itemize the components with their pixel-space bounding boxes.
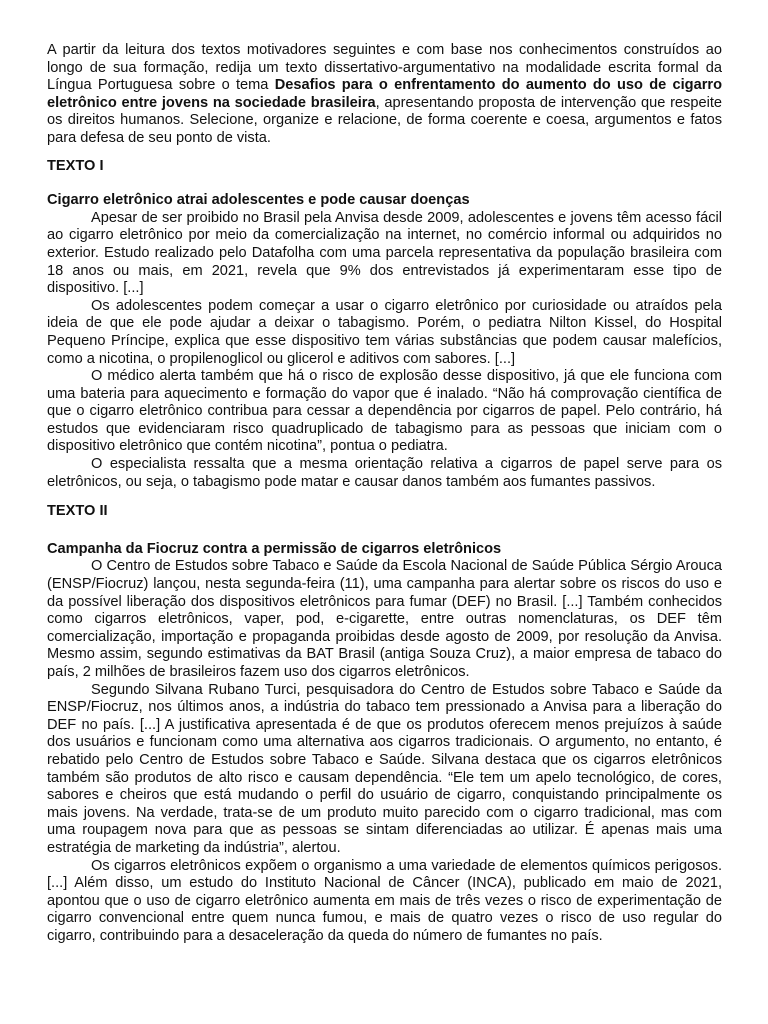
intro-paragraph: [47, 42, 722, 148]
document-page: [47, 42, 722, 946]
texto1-paragraph: O médico alerta também que há o risco de explosão desse dispositivo, já que ele funciona com uma bateria para aquecimento e formação do vapor que é inalado. “Não há comprovação científica de que o cigarro eletrônico contribua para cessar a dependência por cigarros de papel. Pelo contrário, há estudos que evidenciaram risco quadruplicado de tabagismo para as pessoas que iniciam com o dispositivo eletrônico que contém nicotina”, pontua o pediatra.: [47, 368, 722, 455]
essay-theme: Desafios para o enfrentamento do aumento do uso de cigarro eletrônico entre jovens na sociedade brasileira: [47, 77, 722, 111]
texto2-paragraph: O Centro de Estudos sobre Tabaco e Saúde da Escola Nacional de Saúde Pública Sérgio Arouca (ENSP/Fiocruz) lançou, nesta segunda-feira (11), uma campanha para alertar sobre os riscos do uso e da possível liberação dos dispositivos eletrônicos para fumar (DEF) no Brasil. [...] Também conhecidos como cigarros eletrônicos, vaper, pod, e-cigarette, entre outras nomenclaturas, os DEF têm comercialização, importação e propaganda proibidas desde agosto de 2009, por resolução da Anvisa. Mesmo assim, segundo estimativas da BAT Brasil (antiga Souza Cruz), a maior empresa de tabaco do país, 2 milhões de brasileiros fazem uso dos cigarros eletrônicos.: [47, 558, 722, 680]
intro-text-start: A partir da leitura dos textos motivadores seguintes e com base nos conhecimentos construídos ao longo de sua formação, redija um texto dissertativo-argumentativo na modalidade escrita formal da Língua Portuguesa sobre o tema: [47, 42, 722, 94]
texto2-paragraph: Segundo Silvana Rubano Turci, pesquisadora do Centro de Estudos sobre Tabaco e Saúde da ENSP/Fiocruz, nos últimos anos, a indústria do tabaco tem pressionado a Anvisa para a liberação do DEF no país. [...] A justificativa apresentada é de que os produtos oferecem menos prejuízos à saúde dos usuários e funcionam como uma alternativa aos cigarros tradicionais. O argumento, no entanto, é rebatido pelo Centro de Estudos sobre Tabaco e Saúde. Silvana destaca que os cigarros eletrônicos também são produtos de alto risco e causam dependência. “Ele tem um apelo tecnológico, de cores, sabores e cheiros que está mudando o perfil do usuário de cigarro, conquistando principalmente os mais jovens. Na verdade, trata-se de um produto muito parecido com o cigarro tradicional, mas com uma roupagem nova para que as pessoas se sintam diferenciadas ao utilizar. É apenas mais uma estratégia de marketing da indústria”, alertou.: [47, 681, 722, 856]
texto1-paragraph: O especialista ressalta que a mesma orientação relativa a cigarros de papel serve para os eletrônicos, ou seja, o tabagismo pode matar e causar danos também aos fumantes passivos.: [47, 456, 722, 490]
texto1-label: TEXTO I: [47, 157, 104, 174]
texto2-label: TEXTO II: [47, 503, 108, 520]
texto1-paragraph: Os adolescentes podem começar a usar o cigarro eletrônico por curiosidade ou atraídos pela ideia de que ele pode ajudar a deixar o tabagismo. Porém, o pediatra Nilton Kissel, do Hospital Pequeno Príncipe, explica que esse dispositivo tem várias substâncias que podem causar malefícios, como a nicotina, o propilenoglicol ou glicerol e aditivos com sabores. [...]: [47, 297, 722, 367]
intro-text-end: , apresentando proposta de intervenção que respeite os direitos humanos. Selecione, organize e relacione, de forma coerente e coesa, argumentos e fatos para defesa de seu ponto de vista.: [47, 94, 722, 146]
texto2-title: Campanha da Fiocruz contra a permissão de cigarros eletrônicos: [47, 540, 502, 557]
texto1-title: Cigarro eletrônico atrai adolescentes e pode causar doenças: [47, 192, 470, 209]
texto2-paragraph: Os cigarros eletrônicos expõem o organismo a uma variedade de elementos químicos perigosos. [...] Além disso, um estudo do Instituto Nacional de Câncer (INCA), publicado em maio de 2021, apontou que o uso de cigarro eletrônico aumenta em mais de três vezes o risco de experimentação de cigarro convencional entre quem nunca fumou, e mais de quatro vezes o risco de uso regular do cigarro, contribuindo para a desaceleração da queda do número de fumantes no país.: [47, 857, 722, 944]
texto1-paragraph: Apesar de ser proibido no Brasil pela Anvisa desde 2009, adolescentes e jovens têm acesso fácil ao cigarro eletrônico por meio da comercialização na internet, no comércio informal ou adquiridos no exterior. Estudo realizado pelo Datafolha com uma parcela representativa da população brasileira com 18 anos ou mais, em 2021, revela que 9% dos entrevistados já experimentaram esse tipo de dispositivo. [...]: [47, 209, 722, 297]
